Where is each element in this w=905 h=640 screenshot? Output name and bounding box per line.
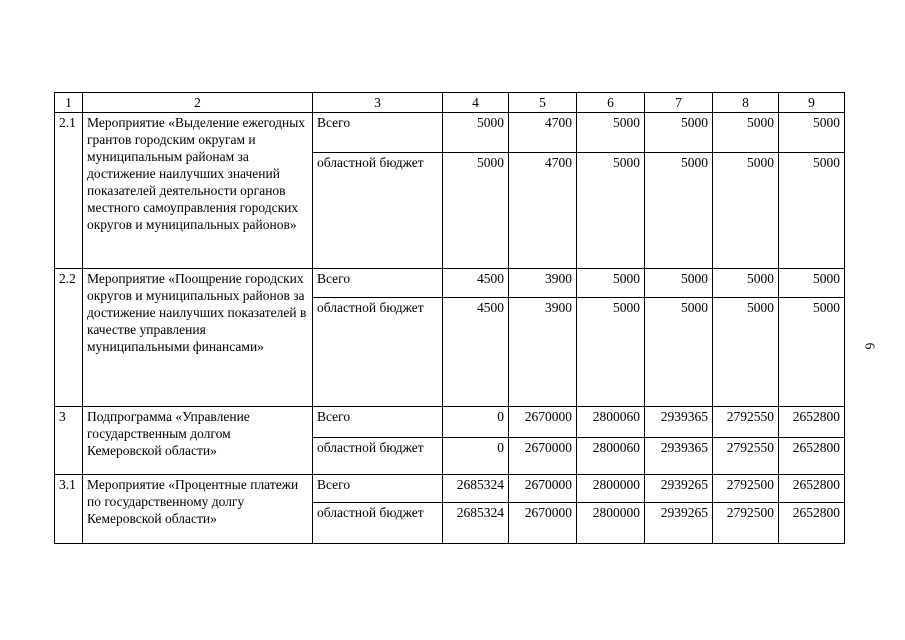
header-row bbox=[55, 93, 845, 113]
value-cell: 5000 bbox=[713, 269, 779, 298]
value-cell: 5000 bbox=[645, 269, 713, 298]
table-row bbox=[55, 269, 845, 298]
value-cell: 2939365 bbox=[645, 438, 713, 475]
value-cell: 2670000 bbox=[509, 438, 577, 475]
value-cell: 2670000 bbox=[509, 407, 577, 438]
page-number: 6 bbox=[862, 342, 878, 350]
value-cell: 2652800 bbox=[779, 438, 845, 475]
value-cell: 4500 bbox=[443, 298, 509, 407]
source-cell: областной бюджет bbox=[313, 503, 443, 544]
header-cell: 5 bbox=[509, 93, 577, 113]
value-cell: 5000 bbox=[645, 153, 713, 269]
source-cell: Всего bbox=[313, 269, 443, 298]
header-cell: 8 bbox=[713, 93, 779, 113]
value-cell: 2939265 bbox=[645, 503, 713, 544]
value-cell: 2792500 bbox=[713, 475, 779, 503]
value-cell: 5000 bbox=[779, 113, 845, 153]
source-cell: областной бюджет bbox=[313, 153, 443, 269]
header-cell: 3 bbox=[313, 93, 443, 113]
header-cell: 2 bbox=[83, 93, 313, 113]
value-cell: 2652800 bbox=[779, 407, 845, 438]
value-cell: 5000 bbox=[577, 153, 645, 269]
row-number: 2.1 bbox=[55, 113, 83, 269]
row-number: 3.1 bbox=[55, 475, 83, 544]
value-cell: 5000 bbox=[577, 113, 645, 153]
header-cell: 1 bbox=[55, 93, 83, 113]
value-cell: 2800060 bbox=[577, 407, 645, 438]
value-cell: 2800000 bbox=[577, 503, 645, 544]
value-cell: 5000 bbox=[713, 113, 779, 153]
value-cell: 5000 bbox=[443, 153, 509, 269]
value-cell: 2670000 bbox=[509, 475, 577, 503]
value-cell: 5000 bbox=[713, 153, 779, 269]
row-name: Подпрограмма «Управление государственным долгом Кемеровской области» bbox=[83, 407, 313, 475]
value-cell: 2652800 bbox=[779, 475, 845, 503]
value-cell: 2800060 bbox=[577, 438, 645, 475]
value-cell: 4700 bbox=[509, 153, 577, 269]
value-cell: 2939365 bbox=[645, 407, 713, 438]
value-cell: 5000 bbox=[645, 298, 713, 407]
table-row bbox=[55, 113, 845, 153]
table-row bbox=[55, 407, 845, 438]
source-cell: Всего bbox=[313, 113, 443, 153]
value-cell: 2670000 bbox=[509, 503, 577, 544]
source-cell: Всего bbox=[313, 475, 443, 503]
value-cell: 5000 bbox=[779, 153, 845, 269]
value-cell: 4700 bbox=[509, 113, 577, 153]
value-cell: 2792550 bbox=[713, 438, 779, 475]
row-number: 3 bbox=[55, 407, 83, 475]
value-cell: 2685324 bbox=[443, 475, 509, 503]
row-name: Мероприятие «Процентные платежи по государственному долгу Кемеровской области» bbox=[83, 475, 313, 544]
header-cell: 7 bbox=[645, 93, 713, 113]
header-cell: 4 bbox=[443, 93, 509, 113]
header-cell: 9 bbox=[779, 93, 845, 113]
value-cell: 3900 bbox=[509, 269, 577, 298]
value-cell: 5000 bbox=[779, 298, 845, 407]
source-cell: областной бюджет bbox=[313, 438, 443, 475]
value-cell: 5000 bbox=[443, 113, 509, 153]
value-cell: 5000 bbox=[577, 298, 645, 407]
value-cell: 2800000 bbox=[577, 475, 645, 503]
value-cell: 0 bbox=[443, 407, 509, 438]
value-cell: 5000 bbox=[645, 113, 713, 153]
budget-table bbox=[54, 92, 845, 544]
value-cell: 2792500 bbox=[713, 503, 779, 544]
value-cell: 2685324 bbox=[443, 503, 509, 544]
value-cell: 2792550 bbox=[713, 407, 779, 438]
value-cell: 2939265 bbox=[645, 475, 713, 503]
value-cell: 5000 bbox=[577, 269, 645, 298]
source-cell: Всего bbox=[313, 407, 443, 438]
value-cell: 2652800 bbox=[779, 503, 845, 544]
value-cell: 4500 bbox=[443, 269, 509, 298]
header-cell: 6 bbox=[577, 93, 645, 113]
row-name: Мероприятие «Поощрение городских округов и муниципальных районов за достижение наилучших показателей в качестве управления муниципальными финансами» bbox=[83, 269, 313, 407]
source-cell: областной бюджет bbox=[313, 298, 443, 407]
table-row bbox=[55, 475, 845, 503]
row-number: 2.2 bbox=[55, 269, 83, 407]
value-cell: 0 bbox=[443, 438, 509, 475]
value-cell: 5000 bbox=[779, 269, 845, 298]
row-name: Мероприятие «Выделение ежегодных грантов городским округам и муниципальным районам за достижение наилучших значений показателей деятельности органов местного самоуправления городских округов и муниципальных районов» bbox=[83, 113, 313, 269]
value-cell: 5000 bbox=[713, 298, 779, 407]
value-cell: 3900 bbox=[509, 298, 577, 407]
